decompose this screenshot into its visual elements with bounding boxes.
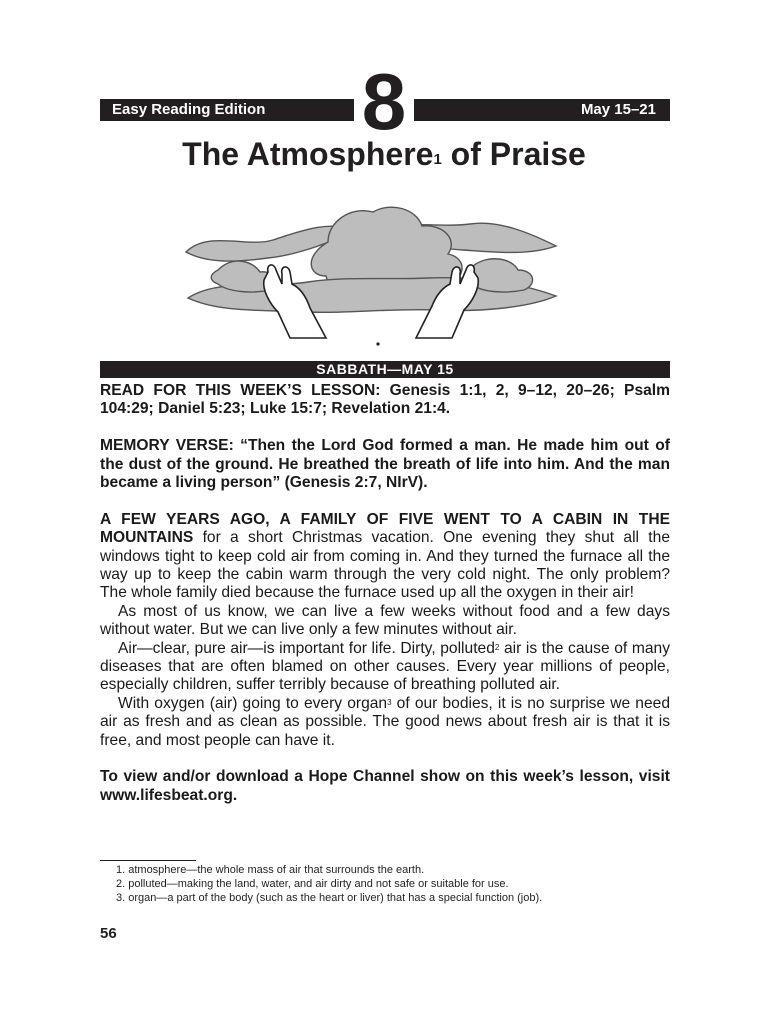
- footnote-marker: 1: [433, 151, 442, 168]
- footnote-item: 1. atmosphere—the whole mass of air that surrounds the earth.: [116, 864, 425, 876]
- paragraph-text: With oxygen (air) going to every organ: [118, 694, 388, 712]
- paragraph-pollution: [100, 640, 670, 695]
- paragraph-lead: A FEW YEARS AGO, A FAMILY OF FIVE WENT TO A CABIN IN THE MOUNTAINS: [100, 510, 670, 547]
- lesson-content: [100, 382, 670, 805]
- hope-channel-link[interactable]: To view and/or download a Hope Channel show on this week’s lesson, visit www.lifesbeat.org.: [100, 768, 670, 804]
- footnote-marker: 2: [494, 642, 500, 652]
- lesson-number: 8: [361, 57, 407, 146]
- paragraph-text: for a short Christmas vacation. One evening they shut all the windows tight to keep cold air from coming in. And they turned the furnace all the way up to keep the cabin warm through the very cold night. The only problem? The whole family died because the furnace used up all the oxygen in their air!: [100, 529, 670, 602]
- edition-label: Easy Reading Edition: [100, 99, 354, 121]
- read-for-text: READ FOR THIS WEEK’S LESSON: Genesis 1:1, 2, 9–12, 20–26; Psalm 104:29; Daniel 5:23; Luke 15:7; Revelation 21:4.: [100, 382, 670, 418]
- paragraph-intro: [100, 511, 670, 603]
- page-title: [0, 134, 768, 174]
- paragraph-oxygen: [100, 695, 670, 750]
- day-heading: SABBATH—MAY 15: [100, 361, 670, 378]
- date-range: May 15–21: [414, 99, 670, 121]
- footnote-item: 2. polluted—making the land, water, and air dirty and not safe or suitable for use.: [116, 878, 509, 890]
- title-suffix: of Praise: [441, 136, 586, 172]
- page-number: 56: [100, 925, 117, 942]
- footnote-marker: 3: [387, 697, 392, 707]
- title-text: The Atmosphere: [182, 136, 434, 172]
- paragraph-text: air is the cause of many diseases that are often blamed on other causes. Every year millions of people, especially children, suffer terribly because of breathing polluted air.: [100, 639, 670, 694]
- clouds-hands-icon: [178, 200, 564, 350]
- paragraph-air: As most of us know, we can live a few weeks without food and a few days without water. But we can live only a few minutes without air.: [100, 602, 670, 639]
- footnotes: [116, 863, 676, 905]
- memory-verse: MEMORY VERSE: “Then the Lord God formed a man. He made him out of the dust of the ground. He breathed the breath of life into him. And the man became a living person” (Genesis 2:7, NIrV).: [100, 437, 670, 492]
- footnote-divider: [100, 860, 196, 861]
- paragraph-text: of our bodies, it is no surprise we need air as fresh and as clean as possible. The good news about fresh air is that it is free, and most people can have it.: [100, 694, 670, 749]
- footnote-item: 3. organ—a part of the body (such as the heart or liver) that has a special function (job).: [116, 892, 543, 904]
- paragraph-text: Air—clear, pure air—is important for life. Dirty, polluted: [118, 639, 495, 657]
